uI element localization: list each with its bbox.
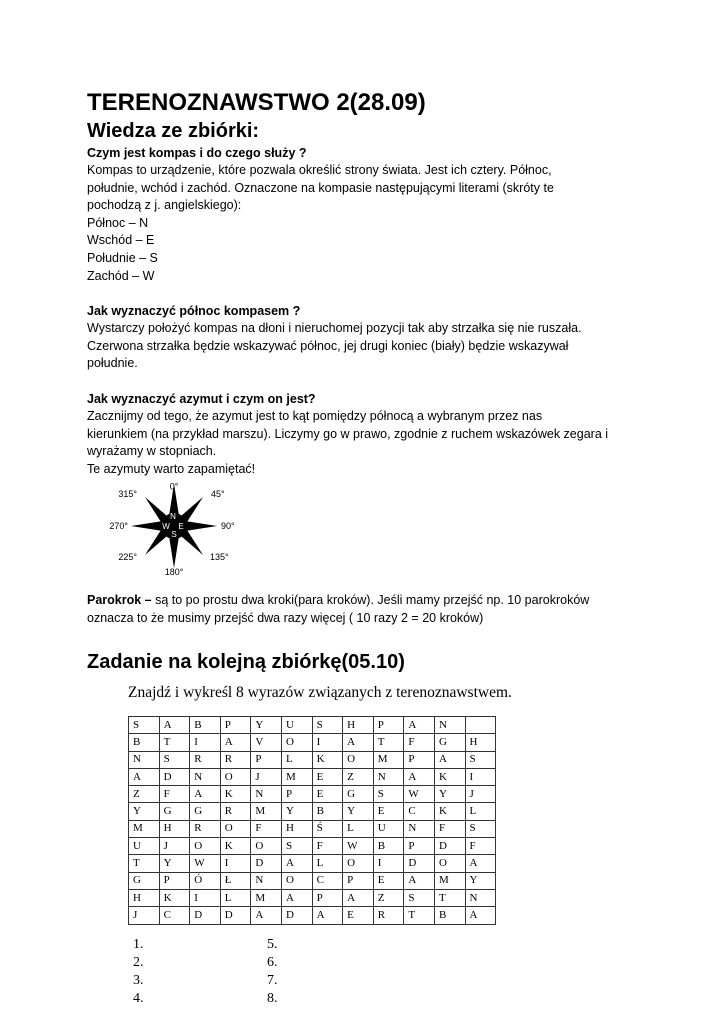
answer-number: 5. bbox=[267, 937, 278, 952]
grid-cell: U bbox=[281, 717, 312, 734]
grid-cell: O bbox=[190, 838, 221, 855]
answer-number: 8. bbox=[267, 991, 278, 1006]
grid-cell: L bbox=[465, 803, 496, 820]
grid-cell: S bbox=[465, 820, 496, 837]
grid-cell: F bbox=[159, 786, 190, 803]
grid-cell: D bbox=[220, 907, 251, 924]
grid-cell: A bbox=[159, 717, 190, 734]
grid-cell: U bbox=[373, 820, 404, 837]
grid-cell: B bbox=[312, 803, 343, 820]
grid-cell: E bbox=[373, 872, 404, 889]
compass-letter-s: S bbox=[171, 530, 177, 540]
grid-cell: S bbox=[465, 751, 496, 768]
grid-cell: T bbox=[434, 889, 465, 906]
grid-cell: Y bbox=[343, 803, 374, 820]
grid-cell: O bbox=[281, 872, 312, 889]
grid-cell: Y bbox=[281, 803, 312, 820]
section-heading-knowledge: Wiedza ze zbiórki: bbox=[87, 120, 260, 142]
grid-cell: F bbox=[251, 820, 282, 837]
grid-cell: I bbox=[190, 889, 221, 906]
grid-cell: S bbox=[281, 838, 312, 855]
grid-cell: N bbox=[373, 768, 404, 785]
grid-cell: H bbox=[159, 820, 190, 837]
grid-cell: K bbox=[159, 889, 190, 906]
grid-cell: W bbox=[404, 786, 435, 803]
grid-cell: A bbox=[312, 907, 343, 924]
grid-cell: R bbox=[373, 907, 404, 924]
text-line: Wystarczy położyć kompas na dłoni i nieruchomej pozycji tak aby strzałka się nie ruszała. bbox=[87, 321, 582, 336]
grid-cell: P bbox=[220, 717, 251, 734]
grid-row bbox=[129, 872, 496, 889]
grid-cell: M bbox=[373, 751, 404, 768]
section-heading-task: Zadanie na kolejną zbiórkę(05.10) bbox=[87, 650, 405, 673]
grid-cell: A bbox=[251, 907, 282, 924]
grid-cell: H bbox=[281, 820, 312, 837]
grid-cell: M bbox=[129, 820, 160, 837]
text-line: południe. bbox=[87, 356, 138, 371]
grid-cell: C bbox=[404, 803, 435, 820]
grid-cell: R bbox=[190, 751, 221, 768]
grid-row bbox=[129, 717, 496, 734]
grid-cell: A bbox=[434, 751, 465, 768]
grid-cell: A bbox=[281, 855, 312, 872]
text-line: Wschód – E bbox=[87, 233, 155, 248]
grid-cell: I bbox=[373, 855, 404, 872]
grid-cell: P bbox=[404, 838, 435, 855]
grid-cell: G bbox=[190, 803, 221, 820]
grid-cell: F bbox=[465, 838, 496, 855]
grid-cell: A bbox=[281, 889, 312, 906]
grid-cell: M bbox=[251, 889, 282, 906]
grid-cell: J bbox=[159, 838, 190, 855]
grid-row bbox=[129, 820, 496, 837]
letter-grid bbox=[128, 716, 496, 925]
text-line: Czerwona strzałka będzie wskazywać północ, jej drugi koniec (biały) będzie wskazywał bbox=[87, 338, 569, 353]
text-line: Północ – N bbox=[87, 215, 149, 230]
grid-cell: A bbox=[404, 717, 435, 734]
grid-cell: Y bbox=[159, 855, 190, 872]
compass-label-270: 270° bbox=[109, 521, 128, 532]
answer-number: 2. bbox=[133, 955, 144, 970]
compass-label-135: 135° bbox=[210, 552, 229, 563]
grid-cell: A bbox=[220, 734, 251, 751]
grid-cell: T bbox=[404, 907, 435, 924]
text-line: Kompas to urządzenie, które pozwala określić strony świata. Jest ich cztery. Północ, bbox=[87, 163, 552, 177]
grid-cell: N bbox=[434, 717, 465, 734]
grid-cell: A bbox=[190, 786, 221, 803]
grid-cell: Y bbox=[434, 786, 465, 803]
grid-cell: S bbox=[373, 786, 404, 803]
question-azimuth: Jak wyznaczyć azymut i czym on jest? bbox=[87, 391, 316, 406]
grid-cell: D bbox=[159, 768, 190, 785]
grid-cell: D bbox=[281, 907, 312, 924]
compass-rose-icon bbox=[109, 480, 257, 578]
grid-cell: W bbox=[343, 838, 374, 855]
grid-cell: F bbox=[312, 838, 343, 855]
grid-cell: O bbox=[220, 768, 251, 785]
grid-cell: A bbox=[129, 768, 160, 785]
grid-cell: N bbox=[404, 820, 435, 837]
grid-cell bbox=[465, 717, 496, 734]
grid-cell: A bbox=[343, 889, 374, 906]
grid-cell: L bbox=[281, 751, 312, 768]
grid-cell: Y bbox=[129, 803, 160, 820]
grid-cell: B bbox=[190, 717, 221, 734]
grid-row bbox=[129, 855, 496, 872]
grid-cell: K bbox=[434, 803, 465, 820]
answer-number: 3. bbox=[133, 973, 144, 988]
grid-cell: A bbox=[465, 855, 496, 872]
answer-number: 7. bbox=[267, 973, 278, 988]
grid-row bbox=[129, 734, 496, 751]
compass-letter-e: E bbox=[178, 522, 184, 532]
grid-cell: E bbox=[343, 907, 374, 924]
answer-number: 4. bbox=[133, 991, 144, 1006]
grid-cell: L bbox=[343, 820, 374, 837]
compass-label-0: 0° bbox=[169, 481, 179, 492]
question-north: Jak wyznaczyć północ kompasem ? bbox=[87, 304, 301, 319]
grid-row bbox=[129, 768, 496, 785]
grid-cell: J bbox=[465, 786, 496, 803]
grid-cell: N bbox=[251, 872, 282, 889]
grid-cell: D bbox=[251, 855, 282, 872]
text-line: południe, wchód i zachód. Oznaczone na kompasie następującymi literami (skróty te bbox=[87, 180, 554, 195]
grid-cell: F bbox=[434, 820, 465, 837]
compass-label-90: 90° bbox=[221, 521, 235, 532]
grid-cell: H bbox=[465, 734, 496, 751]
grid-cell: P bbox=[251, 751, 282, 768]
grid-cell: R bbox=[190, 820, 221, 837]
grid-cell: U bbox=[129, 838, 160, 855]
grid-cell: N bbox=[129, 751, 160, 768]
grid-cell: Ó bbox=[190, 872, 221, 889]
grid-cell: P bbox=[373, 717, 404, 734]
grid-cell: K bbox=[434, 768, 465, 785]
grid-cell: R bbox=[220, 803, 251, 820]
grid-cell: F bbox=[404, 734, 435, 751]
compass-label-180: 180° bbox=[164, 567, 184, 578]
grid-cell: G bbox=[159, 803, 190, 820]
text-line: pochodzą z j. angielskiego): bbox=[87, 198, 242, 213]
compass-rose-figure bbox=[109, 480, 257, 578]
grid-cell: O bbox=[281, 734, 312, 751]
grid-cell: G bbox=[343, 786, 374, 803]
answer-column-left bbox=[133, 936, 193, 1008]
grid-cell: B bbox=[129, 734, 160, 751]
grid-cell: P bbox=[312, 889, 343, 906]
grid-cell: R bbox=[220, 751, 251, 768]
grid-cell: N bbox=[190, 768, 221, 785]
grid-cell: C bbox=[312, 872, 343, 889]
grid-cell: M bbox=[434, 872, 465, 889]
compass-letter-w: W bbox=[162, 522, 170, 532]
grid-cell: I bbox=[220, 855, 251, 872]
text-line: kierunkiem (na przykład marszu). Liczymy go w prawo, zgodnie z ruchem wskazówek zegara i bbox=[87, 426, 609, 441]
grid-cell: T bbox=[129, 855, 160, 872]
text-line: Zacznijmy od tego, że azymut jest to kąt pomiędzy północą a wybranym przez nas bbox=[87, 408, 543, 423]
grid-cell: Z bbox=[373, 889, 404, 906]
grid-cell: L bbox=[312, 855, 343, 872]
grid-cell: O bbox=[251, 838, 282, 855]
grid-cell: P bbox=[159, 872, 190, 889]
word-search-puzzle bbox=[128, 684, 512, 925]
grid-cell: Ś bbox=[312, 820, 343, 837]
answer-number: 6. bbox=[267, 955, 278, 970]
grid-cell: I bbox=[312, 734, 343, 751]
grid-cell: A bbox=[465, 907, 496, 924]
grid-cell: L bbox=[220, 889, 251, 906]
grid-cell: S bbox=[159, 751, 190, 768]
grid-cell: C bbox=[159, 907, 190, 924]
grid-cell: O bbox=[343, 751, 374, 768]
grid-cell: O bbox=[434, 855, 465, 872]
grid-cell: M bbox=[281, 768, 312, 785]
grid-cell: Y bbox=[251, 717, 282, 734]
grid-cell: S bbox=[312, 717, 343, 734]
grid-row bbox=[129, 838, 496, 855]
grid-cell: A bbox=[343, 734, 374, 751]
answer-azimuth bbox=[87, 408, 647, 478]
text-line: oznacza to że musimy przejść dwa razy więcej ( 10 razy 2 = 20 kroków) bbox=[87, 610, 484, 625]
grid-row bbox=[129, 803, 496, 820]
grid-cell: D bbox=[190, 907, 221, 924]
compass-label-45: 45° bbox=[211, 489, 225, 500]
grid-cell: W bbox=[190, 855, 221, 872]
grid-cell: K bbox=[220, 838, 251, 855]
compass-letter-n: N bbox=[170, 512, 176, 522]
grid-cell: N bbox=[251, 786, 282, 803]
grid-row bbox=[129, 751, 496, 768]
answer-compass bbox=[87, 162, 647, 285]
grid-cell: H bbox=[343, 717, 374, 734]
grid-cell: P bbox=[281, 786, 312, 803]
grid-cell: Z bbox=[343, 768, 374, 785]
grid-cell: J bbox=[251, 768, 282, 785]
grid-cell: P bbox=[343, 872, 374, 889]
grid-cell: O bbox=[343, 855, 374, 872]
grid-cell: A bbox=[404, 768, 435, 785]
grid-cell: D bbox=[434, 838, 465, 855]
grid-cell: K bbox=[220, 786, 251, 803]
grid-cell: M bbox=[251, 803, 282, 820]
grid-cell: O bbox=[220, 820, 251, 837]
grid-cell: B bbox=[373, 838, 404, 855]
compass-label-315: 315° bbox=[118, 489, 137, 500]
text-line: są to po prostu dwa kroki(para kroków). Jeśli mamy przejść np. 10 parokroków bbox=[151, 593, 590, 608]
grid-cell: Y bbox=[465, 872, 496, 889]
grid-cell: T bbox=[373, 734, 404, 751]
page-title: TERENOZNAWSTWO 2(28.09) bbox=[87, 89, 426, 116]
grid-row bbox=[129, 907, 496, 924]
puzzle-title: Znajdź i wykreśl 8 wyrazów związanych z terenoznawstwem. bbox=[128, 684, 512, 701]
answer-north bbox=[87, 320, 647, 373]
text-line: Południe – S bbox=[87, 250, 158, 265]
grid-cell: T bbox=[159, 734, 190, 751]
parokrok-term: Parokrok – bbox=[87, 593, 152, 608]
grid-cell: I bbox=[190, 734, 221, 751]
grid-cell: Ł bbox=[220, 872, 251, 889]
grid-cell: E bbox=[312, 786, 343, 803]
grid-row bbox=[129, 889, 496, 906]
grid-cell: N bbox=[465, 889, 496, 906]
text-line: Te azymuty warto zapamiętać! bbox=[87, 461, 256, 476]
parokrok-paragraph bbox=[87, 592, 647, 610]
grid-cell: H bbox=[129, 889, 160, 906]
grid-cell: G bbox=[434, 734, 465, 751]
answer-number: 1. bbox=[133, 937, 144, 952]
grid-row bbox=[129, 786, 496, 803]
grid-cell: D bbox=[404, 855, 435, 872]
question-compass: Czym jest kompas i do czego służy ? bbox=[87, 146, 307, 160]
grid-cell: I bbox=[465, 768, 496, 785]
grid-cell: A bbox=[404, 872, 435, 889]
grid-cell: P bbox=[404, 751, 435, 768]
grid-cell: S bbox=[404, 889, 435, 906]
grid-cell: V bbox=[251, 734, 282, 751]
grid-cell: G bbox=[129, 872, 160, 889]
document-page bbox=[87, 88, 647, 675]
grid-cell: S bbox=[129, 717, 160, 734]
grid-cell: B bbox=[434, 907, 465, 924]
compass-label-225: 225° bbox=[118, 552, 137, 563]
grid-cell: K bbox=[312, 751, 343, 768]
text-line: wyrażamy w stopniach. bbox=[87, 444, 217, 459]
grid-cell: E bbox=[312, 768, 343, 785]
text-line: Zachód – W bbox=[87, 268, 155, 283]
grid-cell: J bbox=[129, 907, 160, 924]
grid-cell: E bbox=[373, 803, 404, 820]
answer-column-right bbox=[267, 936, 327, 1008]
grid-cell: Z bbox=[129, 786, 160, 803]
